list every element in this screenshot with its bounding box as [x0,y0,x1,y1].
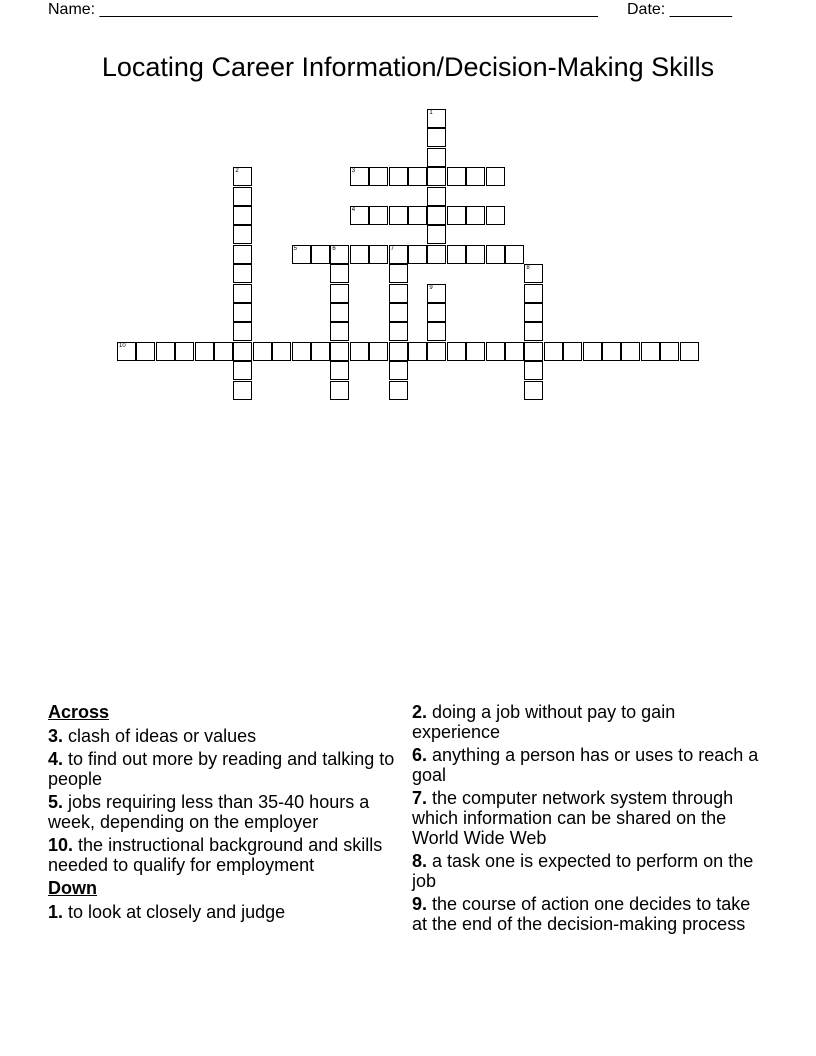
grid-cell[interactable] [389,322,408,341]
grid-cell[interactable] [389,284,408,303]
grid-cell[interactable] [486,167,505,186]
grid-cell[interactable] [544,342,563,361]
down-heading: Down [48,878,97,898]
grid-cell[interactable] [447,167,466,186]
grid-cell[interactable] [233,206,252,225]
clue-text: to find out more by reading and talking to people [48,749,395,789]
grid-cell[interactable] [233,264,252,283]
name-blank[interactable]: ________________________________________________________ [99,1,598,18]
grid-cell[interactable] [233,342,252,361]
grid-cell[interactable] [524,303,543,322]
clue-text: the course of action one decides to take at the end of the decision-making process [412,894,751,934]
grid-cell[interactable] [524,361,543,380]
grid-cell[interactable] [233,361,252,380]
grid-cell[interactable] [427,109,446,128]
date-label: Date: [627,1,666,18]
grid-cell[interactable] [389,206,408,225]
clue-number: 3. [48,726,64,746]
grid-cell[interactable] [350,206,369,225]
grid-cell[interactable] [233,225,252,244]
cell-number: 10 [119,342,126,349]
grid-cell[interactable] [524,264,543,283]
clue-text: jobs requiring less than 35-40 hours a week, depending on the employer [48,792,370,832]
cell-number: 8 [526,265,530,272]
grid-cell[interactable] [311,245,330,264]
cell-number: 4 [351,207,356,213]
grid-cell[interactable] [621,342,640,361]
grid-cell[interactable] [330,264,349,283]
grid-cell[interactable] [466,245,485,264]
clue-number: 10. [48,835,74,855]
clue-number: 6. [412,745,428,765]
grid-cell[interactable] [427,342,446,361]
grid-cell[interactable] [408,245,427,264]
grid-cell[interactable] [466,342,485,361]
grid-cell[interactable] [272,342,291,361]
grid-cell[interactable] [389,303,408,322]
grid-cell[interactable] [389,264,408,283]
date-blank[interactable]: _______ [669,1,732,18]
grid-cell[interactable] [330,361,349,380]
grid-cell[interactable] [369,245,388,264]
grid-cell[interactable] [447,342,466,361]
grid-cell[interactable] [369,167,388,186]
grid-cell[interactable] [233,322,252,341]
grid-cell[interactable] [427,225,446,244]
grid-cell[interactable] [350,167,369,186]
grid-cell[interactable] [233,187,252,206]
grid-cell[interactable] [427,206,446,225]
grid-cell[interactable] [427,167,446,186]
grid-cell[interactable] [233,303,252,322]
clue-number: 2. [412,702,428,722]
cell-number: 1 [429,110,433,116]
clue-item [412,788,762,848]
grid-cell[interactable] [330,342,349,361]
grid-cell[interactable] [641,342,660,361]
clue-text: to look at closely and judge [68,902,286,922]
cell-number: 5 [293,245,297,252]
clue-text: a task one is expected to perform on the job [412,851,754,891]
grid-cell[interactable] [214,342,233,361]
grid-cell[interactable] [330,303,349,322]
grid-cell[interactable] [660,342,679,361]
clue-item [412,745,762,785]
clue-text: clash of ideas or values [68,726,257,746]
down-clue-list-continued [412,702,762,934]
grid-cell[interactable] [563,342,582,361]
grid-cell[interactable] [427,322,446,341]
grid-cell[interactable] [524,284,543,303]
clue-item [48,792,408,832]
grid-cell[interactable] [505,342,524,361]
grid-cell[interactable] [427,148,446,167]
cell-number: 3 [351,168,356,175]
grid-cell[interactable] [389,245,408,264]
grid-cell[interactable] [292,342,311,361]
clue-item [48,835,408,875]
clue-text: doing a job without pay to gain experience [412,702,676,742]
grid-cell[interactable] [408,167,427,186]
grid-cell[interactable] [330,284,349,303]
grid-cell[interactable] [233,245,252,264]
grid-cell[interactable] [350,342,369,361]
name-label: Name: [48,1,96,18]
clue-item [48,902,408,922]
grid-cell[interactable] [156,342,175,361]
grid-cell[interactable] [583,342,602,361]
clue-text: the instructional background and skills needed to qualify for employment [48,835,383,875]
grid-cell[interactable] [117,342,136,361]
grid-cell[interactable] [447,206,466,225]
grid-cell[interactable] [389,381,408,400]
clues-column-right [412,702,762,937]
clue-number: 4. [48,749,64,769]
clue-item [412,851,762,891]
grid-cell[interactable] [602,342,621,361]
grid-cell[interactable] [408,342,427,361]
clue-number: 9. [412,894,428,914]
page-title: Locating Career Information/Decision-Making Skills [101,52,715,82]
grid-cell[interactable] [427,303,446,322]
across-heading: Across [48,702,110,722]
grid-cell[interactable] [505,245,524,264]
grid-cell[interactable] [447,245,466,264]
cell-number: 6 [332,245,336,252]
clue-number: 8. [412,851,428,871]
grid-cell[interactable] [389,342,408,361]
grid-cell[interactable] [486,206,505,225]
grid-cell[interactable] [233,381,252,400]
clue-item [48,726,408,746]
clue-number: 5. [48,792,64,812]
down-clue-list [48,902,408,922]
grid-cell[interactable] [330,381,349,400]
grid-cell[interactable] [524,381,543,400]
grid-cell[interactable] [427,128,446,147]
clue-number: 7. [412,788,428,808]
grid-cell[interactable] [369,342,388,361]
clue-text: the computer network system through which information can be shared on the World Wide Web [412,788,734,848]
cell-number: 9 [429,284,433,291]
grid-cell[interactable] [350,245,369,264]
cell-number: 2 [235,168,239,175]
grid-cell[interactable] [233,284,252,303]
clues-column-left [48,702,408,925]
grid-cell[interactable] [524,342,543,361]
grid-cell[interactable] [466,167,485,186]
grid-cell[interactable] [175,342,194,361]
grid-cell[interactable] [311,342,330,361]
grid-cell[interactable] [427,187,446,206]
clue-text: anything a person has or uses to reach a goal [412,745,759,785]
grid-cell[interactable] [330,245,349,264]
grid-cell[interactable] [466,206,485,225]
grid-cell[interactable] [524,322,543,341]
grid-cell[interactable] [253,342,272,361]
grid-cell[interactable] [389,167,408,186]
grid-cell[interactable] [408,206,427,225]
crossword-grid[interactable] [0,0,816,420]
grid-cell[interactable] [330,322,349,341]
grid-cell[interactable] [389,361,408,380]
grid-cell[interactable] [486,245,505,264]
grid-cell[interactable] [427,284,446,303]
grid-cell[interactable] [136,342,155,361]
grid-cell[interactable] [195,342,214,361]
clue-item [412,894,762,934]
grid-cell[interactable] [486,342,505,361]
clue-item [48,749,408,789]
across-clue-list [48,726,408,875]
grid-cell[interactable] [427,245,446,264]
clue-item [412,702,762,742]
cell-number: 7 [390,245,394,252]
grid-cell[interactable] [369,206,388,225]
grid-cell[interactable] [680,342,699,361]
clue-number: 1. [48,902,64,922]
grid-cell[interactable] [233,167,252,186]
grid-cell[interactable] [292,245,311,264]
